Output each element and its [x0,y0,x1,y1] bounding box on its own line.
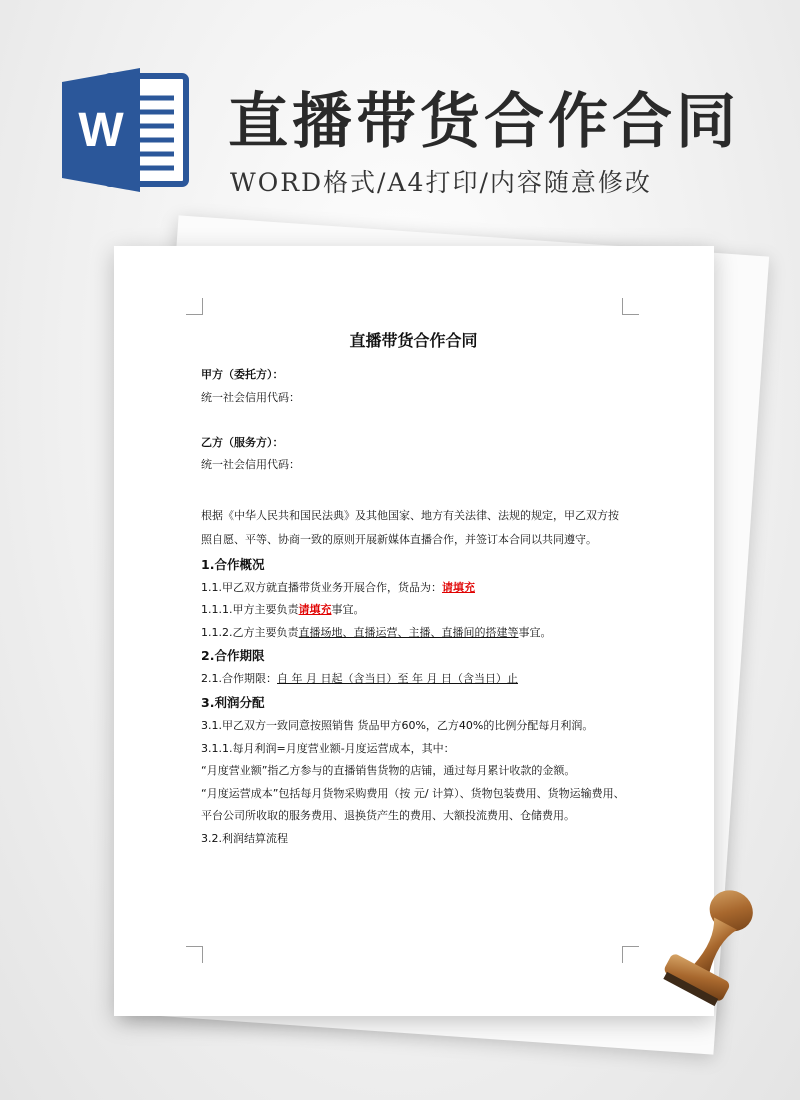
party-a-label: 甲方（委托方）： [201,368,284,381]
wooden-stamp-image [650,880,770,1030]
clause-3-2: 3.2.利润结算流程 [201,831,288,845]
spacer [201,409,626,432]
section3-heading: 3.利润分配 [201,694,265,710]
document-page [114,246,714,1016]
fill-field[interactable]: 请填充 [442,580,475,594]
revenue-definition: “月度营业额”指乙方参与的直播销售货物的店铺，通过每月累计收款的金额。 [201,764,576,778]
clause-1-1-1: 1.1.1.甲方主要负责请填充事宜。 [201,603,365,617]
intro-paragraph: 根据《中华人民共和国民法典》及其他国家、地方有关法律、法规的规定，甲乙双方按照自愿、平等、协商一致的原则开展新媒体直播合作，并签订本合同以共同遵守。 [201,508,619,547]
party-a-credit-code: 统一社会信用代码： [201,390,300,404]
clause-2-1: 2.1.合作期限：自 年 月 日起（含当日）至 年 月 日（含当日）止 [201,672,518,686]
underlined-field: 自 年 月 日起（含当日）至 年 月 日（含当日）止 [277,672,518,686]
party-b-label: 乙方（服务方）： [201,435,284,449]
section1-heading: 1.合作概况 [201,556,265,572]
underlined-field: 直播场地、直播运营、主播、直播间的搭建等 [298,625,519,639]
page-title: 直播带货合作合同 [228,87,740,157]
crop-mark-top-left [186,298,203,315]
document-body [201,328,626,851]
crop-mark-bottom-right [622,946,639,963]
party-b-credit-code: 统一社会信用代码： [201,458,300,472]
word-icon [62,66,192,194]
spacer [201,477,626,500]
cost-definition: “月度运营成本”包括每月货物采购费用（按 元/ 计算）、货物包装费用、货物运输费用、平台公司所收取的服务费用、退换货产生的费用、大额投流费用、仓储费用。 [201,786,625,823]
document-title: 直播带货合作合同 [349,331,478,350]
section2-heading: 2.合作期限 [201,648,265,664]
crop-mark-top-right [622,298,639,315]
clause-3-1-1: 3.1.1.每月利润=月度营业额-月度运营成本，其中： [201,741,455,755]
word-logo-letter: W [78,104,124,157]
fill-field[interactable]: 请填充 [298,603,332,617]
page-subtitle: WORD格式/A4打印/内容随意修改 [230,168,652,197]
clause-1-1-2: 1.1.2.乙方主要负责直播场地、直播运营、主播、直播间的搭建等事宜。 [201,625,552,639]
crop-mark-bottom-left [186,946,203,963]
clause-3-1: 3.1.甲乙双方一致同意按照销售 货品甲方60%，乙方40%的比例分配每月利润。 [201,718,594,732]
clause-1-1: 1.1.甲乙双方就直播带货业务开展合作，货品为：请填充 [201,580,475,594]
